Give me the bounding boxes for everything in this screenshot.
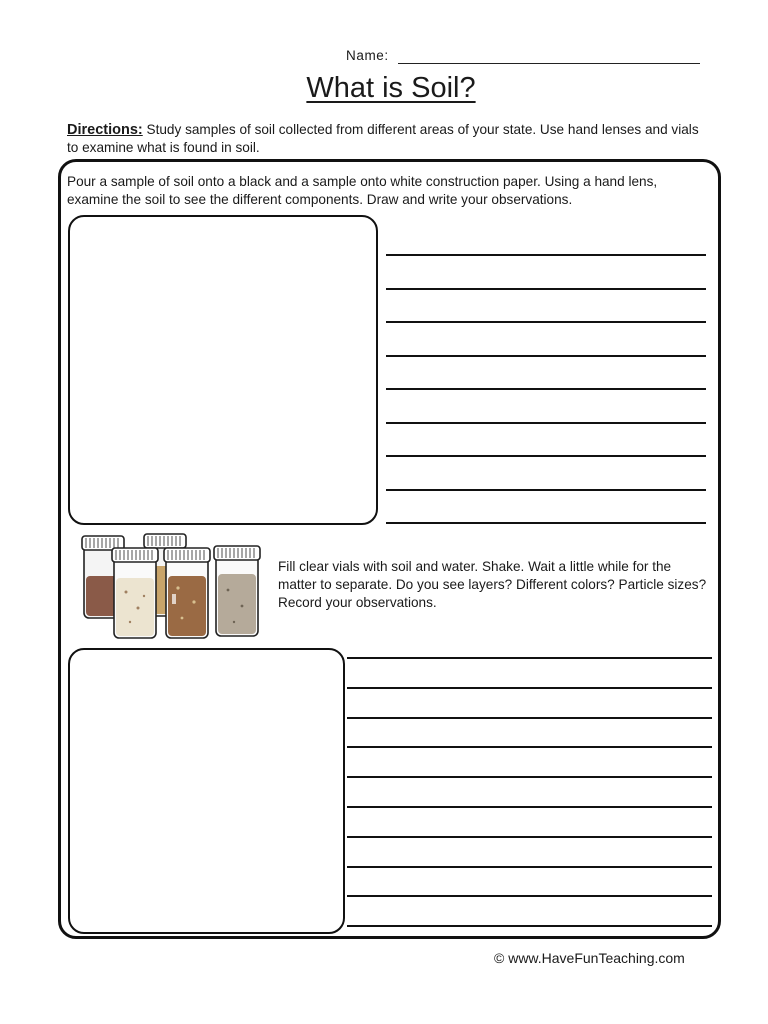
name-blank-line[interactable] [398, 63, 700, 64]
drawing-box-1[interactable] [68, 215, 378, 525]
vial-front-brown [164, 548, 210, 638]
writing-line[interactable] [347, 717, 712, 719]
writing-line[interactable] [386, 288, 706, 290]
writing-line[interactable] [386, 489, 706, 491]
writing-line[interactable] [347, 895, 712, 897]
writing-line[interactable] [386, 422, 706, 424]
writing-line[interactable] [386, 455, 706, 457]
writing-line[interactable] [386, 321, 706, 323]
directions-label: Directions: [67, 122, 143, 138]
writing-line[interactable] [347, 657, 712, 659]
vial-front-cream [112, 548, 158, 638]
writing-line[interactable] [347, 776, 712, 778]
writing-line[interactable] [386, 522, 706, 524]
vial-front-gray [214, 546, 260, 636]
writing-line[interactable] [347, 866, 712, 868]
writing-line[interactable] [347, 806, 712, 808]
name-field[interactable] [346, 48, 389, 63]
name-label: Name: [346, 48, 389, 63]
writing-line[interactable] [347, 746, 712, 748]
writing-line[interactable] [386, 254, 706, 256]
worksheet-title: What is Soil? [306, 72, 476, 104]
writing-line[interactable] [347, 925, 712, 927]
writing-line[interactable] [347, 836, 712, 838]
writing-line[interactable] [347, 687, 712, 689]
section1-instructions: Pour a sample of soil onto a black and a sample onto white construction paper. Using a hand lens, examine the soil to see the different components. Draw and write your observations. [67, 174, 658, 207]
soil-vials-illustration [78, 530, 268, 642]
directions-text: Study samples of soil collected from different areas of your state. Use hand lenses and vials to examine what is found in soil. [67, 122, 699, 155]
writing-line[interactable] [386, 355, 706, 357]
writing-line[interactable] [386, 388, 706, 390]
section2-instructions: Fill clear vials with soil and water. Shake. Wait a little while for the matter to separate. Do you see layers? Different colors? Particle sizes? Record your observations. [278, 559, 707, 610]
copyright-footer: © www.HaveFunTeaching.com [494, 950, 685, 966]
drawing-box-2[interactable] [68, 648, 345, 934]
directions [67, 121, 707, 156]
